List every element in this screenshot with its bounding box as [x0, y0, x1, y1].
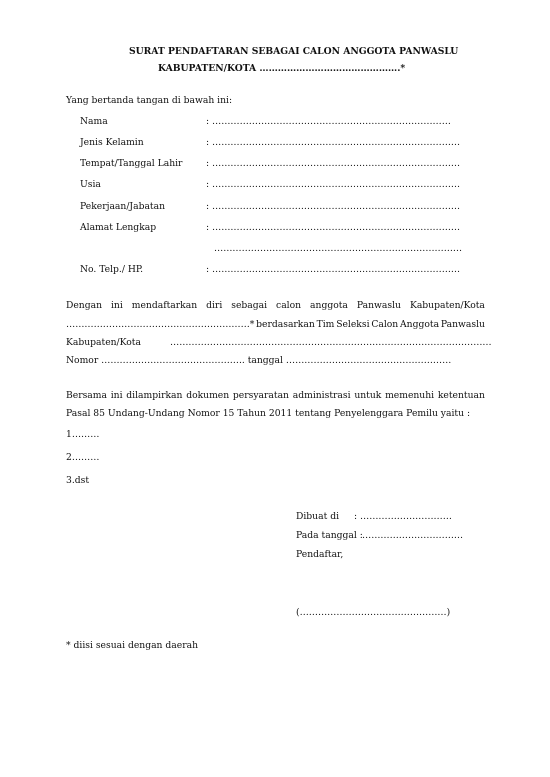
field-label-alamat-lengkap: Alamat Lengkap	[80, 222, 157, 233]
field-value-tempat-tanggal-lahir: : ………………………………………………………………………	[206, 158, 461, 169]
attachment-item-2: 2………	[66, 452, 100, 463]
document-title: SURAT PENDAFTARAN SEBAGAI CALON ANGGOTA PANWASLU	[129, 46, 459, 57]
declaration-line-4: Nomor ……………………………………….. tanggal ………………………………………………	[66, 355, 452, 366]
date-label: Pada tanggal :	[296, 530, 363, 541]
signer-role: Pendaftar,	[296, 549, 344, 560]
declaration-line-1: Dengan ini mendaftarkan diri sebagai calon anggota Panwaslu Kabupaten/Kota	[66, 300, 485, 311]
intro-text: Yang bertanda tangan di bawah ini:	[66, 95, 233, 106]
field-label-telp: No. Telp./ HP.	[80, 264, 144, 275]
signer-name-placeholder: (…………………………………………)	[296, 607, 451, 618]
made-at-label: Dibuat di	[296, 511, 340, 522]
footnote: * diisi sesuai dengan daerah	[66, 640, 198, 651]
field-label-tempat-tanggal-lahir: Tempat/Tanggal Lahir	[80, 158, 183, 169]
field-value-pekerjaan-jabatan: : ………………………………………………………………………	[206, 201, 461, 212]
field-value-alamat-lengkap: : ………………………………………………………………………	[206, 222, 461, 233]
document-subtitle: KABUPATEN/KOTA ……………………………………….*	[158, 63, 406, 74]
field-label-pekerjaan-jabatan: Pekerjaan/Jabatan	[80, 201, 166, 212]
attachment-item-1: 1………	[66, 429, 100, 440]
field-value-nama: : ……………………………………………………………………	[206, 116, 451, 127]
made-at-value: : …………………………	[354, 511, 452, 522]
field-value-jenis-kelamin: : ………………………………………………………………………	[206, 137, 461, 148]
attachment-item-3: 3.dst	[66, 475, 90, 486]
field-label-nama: Nama	[80, 116, 108, 127]
declaration-line-2: ……………………………………………………* berdasarkan Tim Seleksi Calon Anggota Panwaslu	[66, 319, 485, 330]
field-label-jenis-kelamin: Jenis Kelamin	[80, 137, 144, 148]
date-value: ……………………………	[362, 530, 464, 541]
attachment-line-2: Pasal 85 Undang-Undang Nomor 15 Tahun 2011 tentang Penyelenggara Pemilu yaitu :	[66, 408, 471, 419]
field-value-alamat-continuation: ………………………………………………………………………	[214, 243, 463, 254]
declaration-line-3-dots: ……………………………………………………………………………………………	[170, 337, 492, 348]
declaration-line-3-label: Kabupaten/Kota	[66, 337, 141, 348]
field-value-usia: : ………………………………………………………………………	[206, 179, 461, 190]
attachment-line-1: Bersama ini dilampirkan dokumen persyaratan administrasi untuk memenuhi ketentuan	[66, 390, 485, 401]
field-value-telp: : ………………………………………………………………………	[206, 264, 461, 275]
field-label-usia: Usia	[80, 179, 101, 190]
